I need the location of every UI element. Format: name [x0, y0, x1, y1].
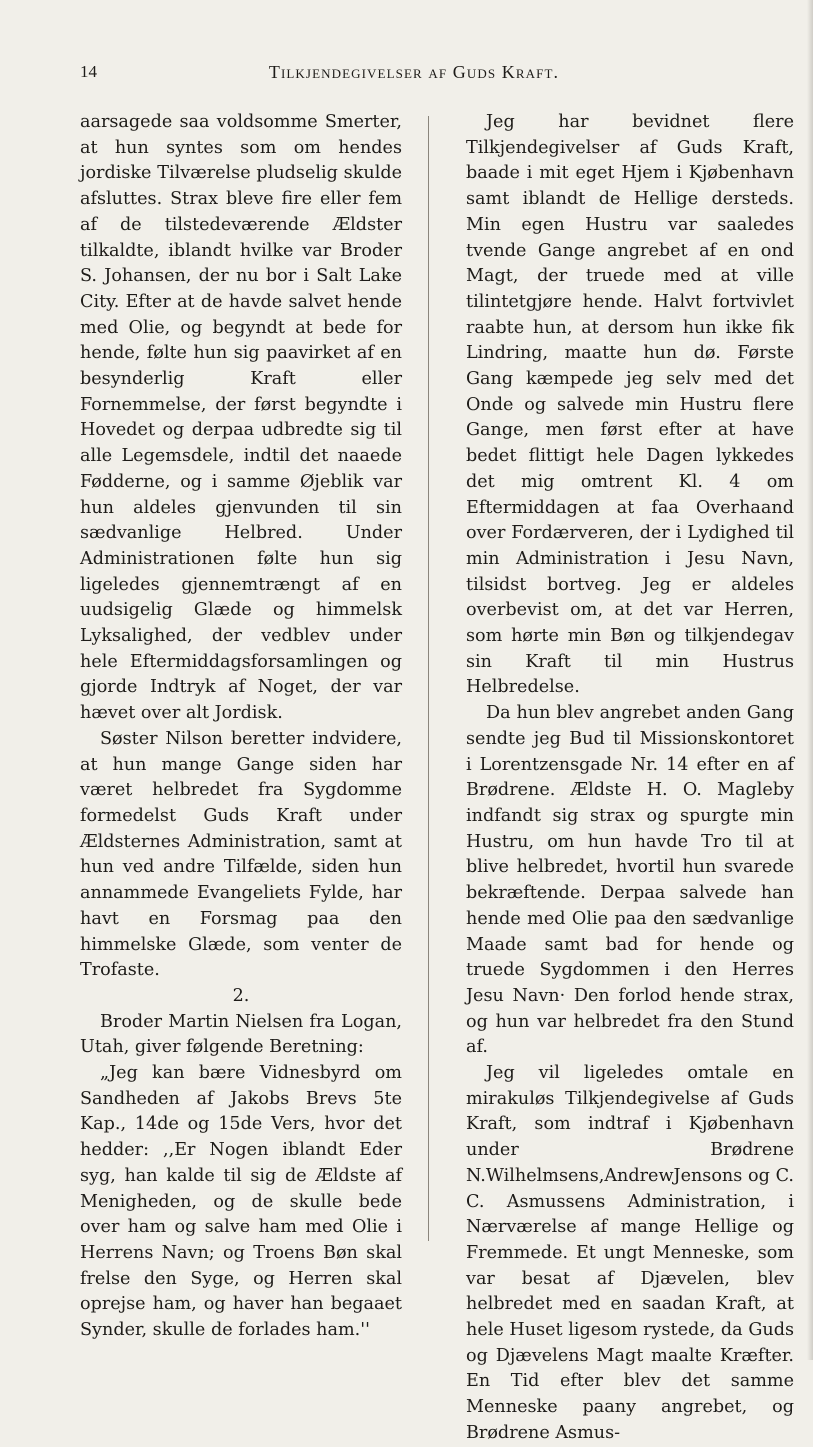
left-paragraph-3: Broder Martin Nielsen fra Logan, Utah, giver følgende Beretning: — [80, 1011, 402, 1058]
left-paragraph-2: Søster Nilson beretter indvidere, at hun mange Gange siden har været helbredet fra Sygdomme formedelst Guds Kraft under Ældsternes Administration, samt at hun ved andre Tilfælde, siden hun annammede Evangeliets Fylde, har havt en Forsmag paa den himmelske Glæde, som venter de Trofaste. — [80, 728, 402, 981]
left-paragraph-4: „Jeg kan bære Vidnesbyrd om Sandheden af Jakobs Brevs 5te Kap., 14de og 15de Vers, hvor det hedder: ,,Er Nogen iblandt Eder syg, han kalde til sig de Ældste af Menigheden, og de skulle bede over ham og salve ham med Olie i Herrens Navn; og Troens Bøn skal frelse den Syge, og Herren skal oprejse ham, og haver han begaaet Synder, skulle de forlades ham.'' — [80, 1063, 402, 1341]
right-column — [466, 110, 794, 1447]
page-number: 14 — [80, 62, 97, 81]
left-paragraph-1: aarsagede saa voldsomme Smerter, at hun syntes som om hendes jordiske Tilværelse pludselig skulde afsluttes. Strax bleve fire eller fem af de tilstedeværende Ældster tilkaldte, iblandt hvilke var Broder S. Johansen, der nu bor i Salt Lake City. Efter at de havde salvet hende med Olie, og begyndt at bede for hende, følte hun sig paavirket af en besynderlig Kraft eller Fornemmelse, der først begyndte i Hovedet og derpaa udbredte sig til alle Legemsdele, indtil det naaede Fødderne, og i samme Øjeblik var hun aldeles gjenvunden til sin sædvanlige Helbred. Under Administrationen følte hun sig ligeledes gjennemtrængt af en uudsigelig Glæde og himmelsk Lyksalighed, der vedblev under hele Eftermiddagsforsamlingen og gjorde Indtryk af Noget, der var hævet over alt Jordisk. — [80, 112, 402, 724]
page-edge-shadow — [807, 0, 813, 1360]
page-header — [80, 62, 748, 86]
right-paragraph-2: Da hun blev angrebet anden Gang sendte jeg Bud til Missionskontoret i Lorentzensgade Nr. 14 efter en af Brødrene. Ældste H. O. Magleby indfandt sig strax og spurgte min Hustru, om hun havde Tro til at blive helbredet, hvortil hun svarede bekræftende. Derpaa salvede han hende med Olie paa den sædvanlige Maade samt bad for hende og truede Sygdommen i den Herres Jesu Navn· Den forlod hende strax, og hun var helbredet fra den Stund af. — [466, 703, 794, 1058]
running-title: Tilkjendegivelser af Guds Kraft. — [268, 62, 560, 82]
right-paragraph-3: Jeg vil ligeledes omtale en mirakuløs Tilkjendegivelse af Guds Kraft, som indtraf i Kjøbenhavn under Brødrene N.Wilhelmsens,AndrewJensons og C. C. Asmussens Administration, i Nærværelse af mange Hellige og Fremmede. Et ungt Menneske, som var besat af Djævelen, blev helbredet med en saadan Kraft, at hele Huset ligesom rystede, da Guds og Djævelens Magt maalte Kræfter. En Tid efter blev det samme Menneske paany angrebet, og Brødrene Asmus- — [466, 1063, 794, 1443]
column-divider — [428, 116, 429, 1241]
right-paragraph-1: Jeg har bevidnet flere Tilkjendegivelser af Guds Kraft, baade i mit eget Hjem i Kjøbenhavn samt iblandt de Hellige dersteds. Min egen Hustru var saaledes tvende Gange angrebet af en ond Magt, der truede med at ville tilintetgjøre hende. Halvt fortvivlet raabte hun, at dersom hun ikke fik Lindring, maatte hun dø. Første Gang kæmpede jeg selv med det Onde og salvede min Hustru flere Gange, men først efter at have bedet flittigt hele Dagen lykkedes det mig omtrent Kl. 4 om Eftermiddagen at faa Overhaand over Fordærveren, der i Lydighed til min Administration i Jesu Navn, tilsidst bortveg. Jeg er aldeles overbevist om, at det var Herren, som hørte min Bøn og tilkjendegav sin Kraft til min Hustrus Helbredelse. — [466, 112, 794, 698]
section-number: 2. — [232, 985, 250, 1006]
left-column — [80, 110, 402, 1344]
